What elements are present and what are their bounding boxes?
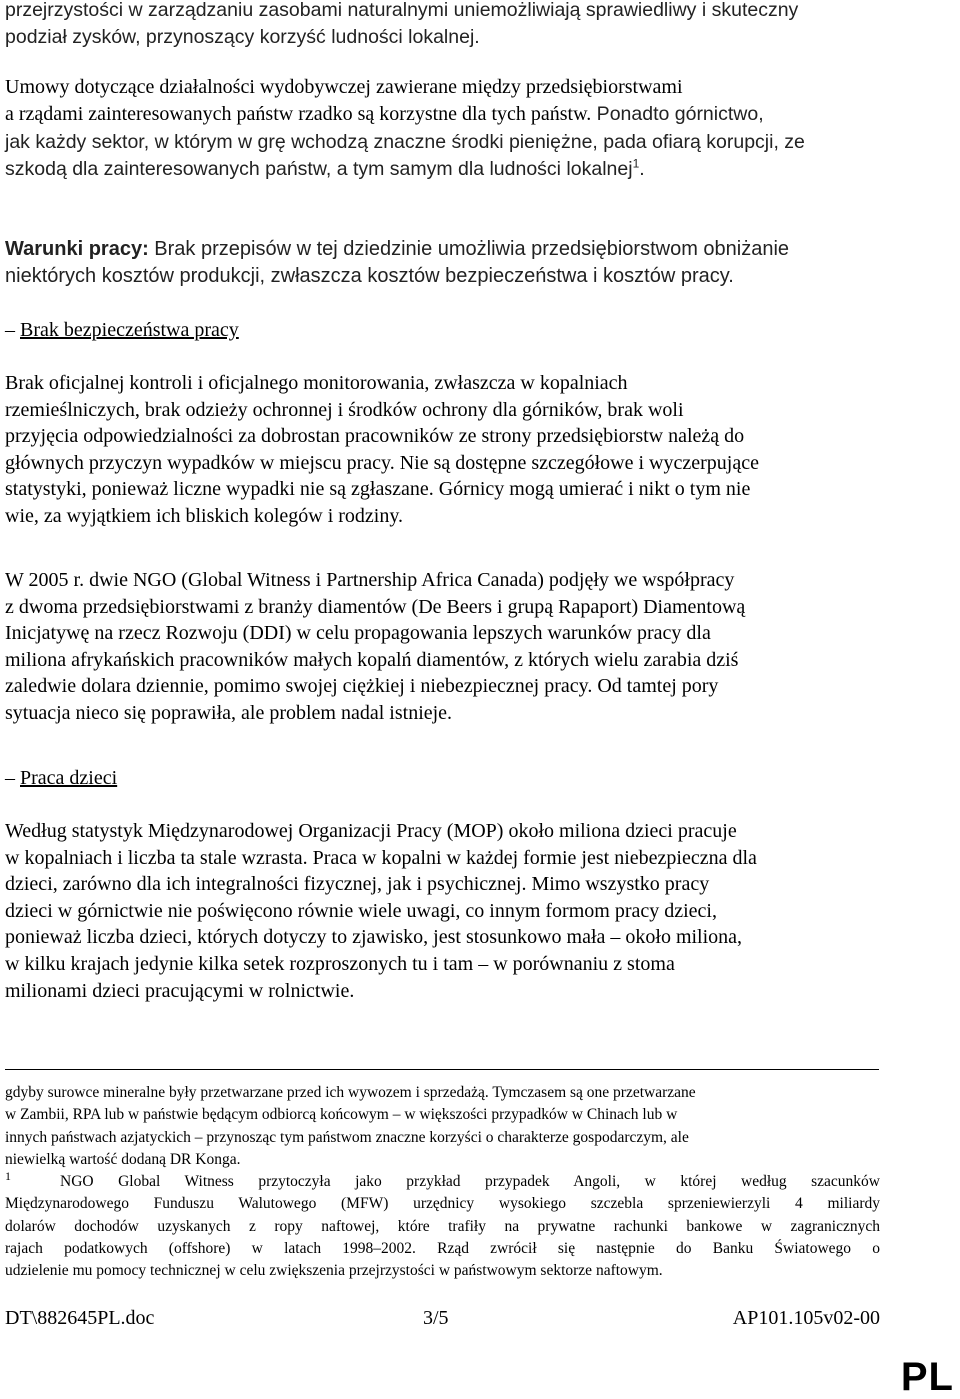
section-heading-safety (5, 317, 880, 343)
document-code: AP101.105v02-00 (732, 1307, 880, 1329)
text-line: głównych przyczyn wypadków w miejscu pracy. Nie są dostępne szczegółowe i wyczerpujące (5, 451, 759, 474)
text-line: wie, za wyjątkiem ich bliskich kolegów i rodziny. (5, 504, 404, 527)
text-line: Według statystyk Międzynarodowej Organizacji Pracy (MOP) około miliona dzieci pracuje (5, 820, 737, 842)
footnote-reference[interactable]: 1 (632, 156, 640, 170)
paragraph-working-conditions (5, 236, 880, 289)
footnote-line: niewielką wartość dodaną DR Konga. (5, 1150, 241, 1168)
text-line: jak każdy sektor, w którym w grę wchodzą znaczne środki pieniężne, pada ofiarą korupcji, ze (5, 131, 805, 153)
heading-dash: – (5, 319, 20, 341)
language-badge: PL (900, 1355, 954, 1399)
text-line: niektórych kosztów produkcji, zwłaszcza kosztów bezpieczeństwa i kosztów pracy. (5, 264, 734, 287)
footnote-line: rajach podatkowych (offshore) w latach 1998–2002. Rząd zwrócił się następnie do Banku Światowego o (5, 1239, 880, 1257)
section-heading-child-labour (5, 765, 880, 791)
text-line: dzieci w górnictwie nie poświęcono równie wiele uwagi, co innym formom pracy dzieci, (5, 899, 717, 922)
text-line: ponieważ liczba dzieci, których dotyczy to zjawisko, jest stosunkowo mała – około miliona, (5, 926, 743, 949)
footnote-line: Międzynarodowego Funduszu Walutowego (MFW) urzędnicy wysokiego szczebla sprzeniewierzyli 4 miliardy (5, 1195, 880, 1213)
paragraph-mining-contracts: Umowy dotyczące działalności wydobywczej zawierane między przedsiębiorstwami a rządami zainteresowanych państw rzadko są korzystne dla tych państw. Ponadto górnictwo, jak każdy sektor, w którym w grę wchodzą znaczne środki pieniężne, pada ofiarą korupcji, ze szkodą dla zainteresowanych państw, a tym samym dla ludności lokalnej$^1$. (5, 74, 880, 182)
text-line: a rządami zainteresowanych państw rzadko są korzystne dla tych państw. (5, 102, 592, 125)
text-line: W 2005 r. dwie NGO (Global Witness i Partnership Africa Canada) podjęły we współpracy (5, 569, 735, 591)
page-footer (5, 1305, 880, 1331)
text-line: statystyki, ponieważ liczne wypadki nie są zgłaszane. Górnicy mogą umierać i nikt o tym nie (5, 478, 751, 501)
text-line: rzemieślniczych, brak odzieży ochronnej i środków ochrony dla górników, brak woli (5, 398, 684, 421)
footnote-line: udzielenie mu pomocy technicznej w celu zwiększenia przejrzystości w państwowym sektorze naftowym. (5, 1262, 663, 1280)
footnote-line: innych państwach azjatyckich – przynosząc tym państwom znaczne korzyści o charakterze gospodarczym, ale (5, 1128, 689, 1146)
footnote-line: gdyby surowce mineralne były przetwarzane przed ich wywozem i sprzedażą. Tymczasem są one przetwarzane (5, 1084, 696, 1101)
text-line: Umowy dotyczące działalności wydobywczej zawierane między przedsiębiorstwami (5, 76, 683, 98)
paragraph-child-labour (5, 818, 880, 1004)
text-line: sytuacja nieco się poprawiła, ale problem nadal istnieje. (5, 701, 453, 724)
text-line: podział zysków, przynoszący korzyść ludności lokalnej. (5, 25, 480, 48)
text-line: w kopalniach i liczba ta stale wzrasta. Praca w kopalni w każdej formie jest niebezpieczna dla (5, 846, 757, 869)
document-reference: DT\882645PL.doc (5, 1307, 155, 1329)
paragraph-safety (5, 370, 880, 530)
text-line: dzieci, zarówno dla ich integralności fizycznej, jak i psychicznej. Mimo wszystko pracy (5, 873, 710, 896)
text-line: milionami dzieci pracującymi w rolnictwie. (5, 979, 355, 1002)
text-line: przyjęcia odpowiedzialności za dobrostan pracowników ze strony przedsiębiorstw należą do (5, 425, 745, 448)
paragraph-continuation (5, 0, 880, 50)
page-number: 3/5 (423, 1307, 449, 1329)
text-line: szkodą dla zainteresowanych państw, a tym samym dla ludności lokalnej (5, 157, 633, 180)
footnote-line: dolarów dochodów uzyskanych z ropy naftowej, które trafiły na prywatne rachunki bankowe w zagranicznych (5, 1217, 880, 1235)
footnote-continuation (5, 1082, 880, 1171)
text-line: zaledwie dolara dziennie, pomimo swojej ciężkiej i niebezpiecznej pracy. Od tamtej pory (5, 675, 719, 698)
footnote-marker: 1 (5, 1168, 11, 1183)
text-line: przejrzystości w zarządzaniu zasobami naturalnymi uniemożliwiają sprawiedliwy i skuteczny (5, 0, 799, 21)
text-line: Ponadto górnictwo, (591, 102, 764, 125)
paragraph-label: Warunki pracy: (5, 238, 149, 260)
footnote-separator (5, 1069, 879, 1070)
footnote-1 (5, 1168, 881, 1282)
heading-title: Praca dzieci (20, 767, 118, 789)
heading-dash: – (5, 767, 20, 789)
text-line: miliona afrykańskich pracowników małych kopalń diamentów, z których wielu zarabia dziś (5, 648, 739, 671)
text-line: Brak przepisów w tej dziedzinie umożliwia przedsiębiorstwom obniżanie (148, 238, 790, 260)
paragraph-ddi (5, 567, 880, 727)
heading-title: Brak bezpieczeństwa pracy (20, 319, 239, 341)
text-line: Inicjatywę na rzecz Rozwoju (DDI) w celu propagowania lepszych warunków pracy dla (5, 622, 711, 645)
footnote-line: NGO Global Witness przytoczyła jako przykład przypadek Angoli, w której według szacunków (60, 1173, 881, 1190)
text-line: z dwoma przedsiębiorstwami z branży diamentów (De Beers i grupą Rapaport) Diamentową (5, 595, 746, 618)
footnote-line: w Zambii, RPA lub w państwie będącym odbiorcą końcowym – w większości przypadków w Chinach lub w (5, 1106, 678, 1124)
text-line: w kilku krajach jedynie kilka setek rozproszonych tu i tam – w porównaniu z stoma (5, 952, 675, 975)
text-line: Brak oficjalnej kontroli i oficjalnego monitorowania, zwłaszcza w kopalniach (5, 372, 628, 394)
